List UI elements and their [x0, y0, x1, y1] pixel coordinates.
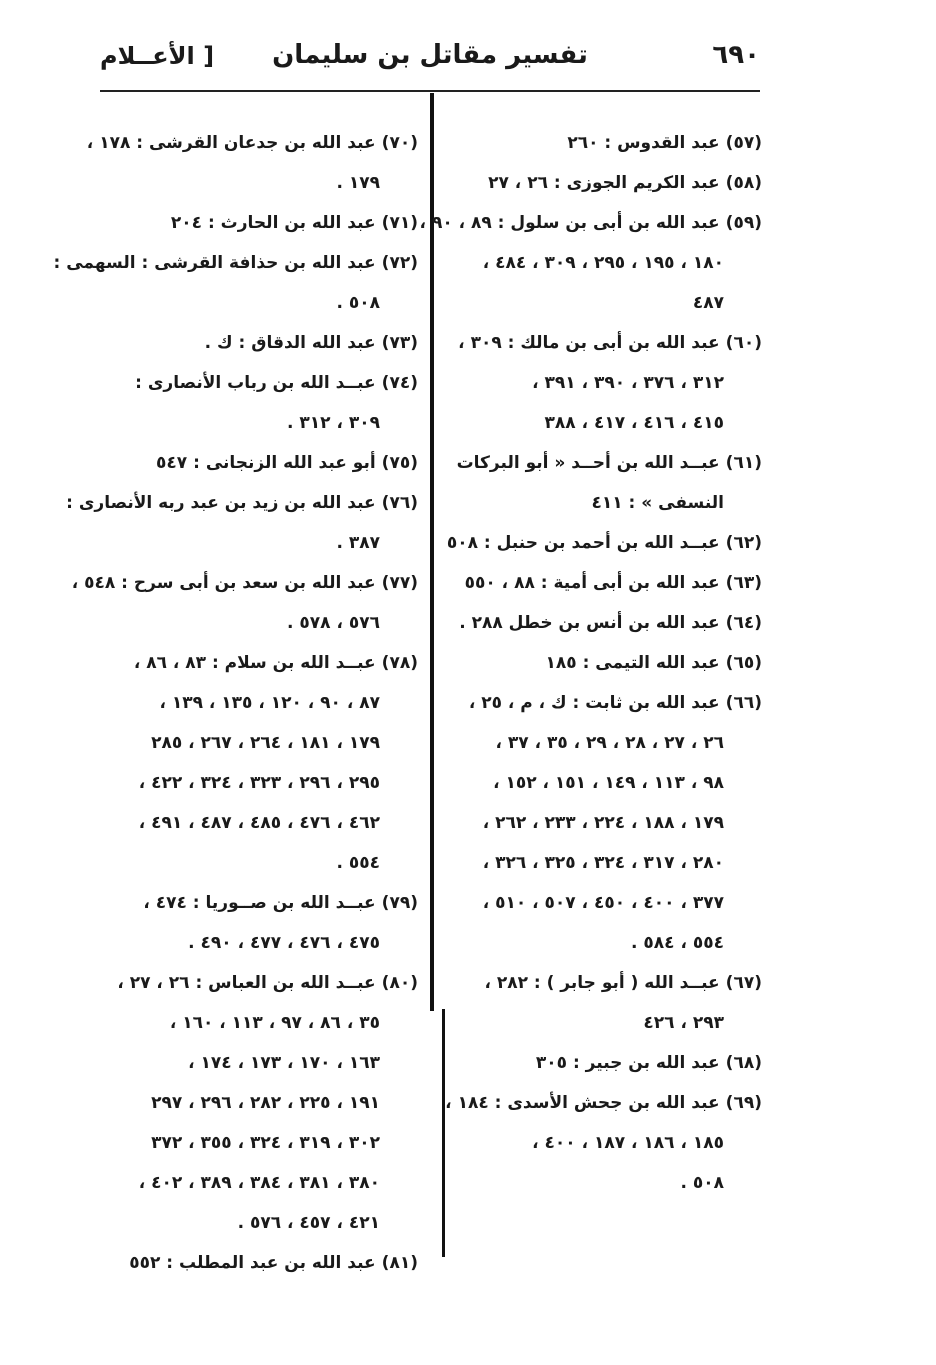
entry-text: عبد الله التيمى : ١٨٥ [545, 653, 720, 673]
entry-continuation-line [108, 726, 418, 766]
entry-text: ٢٩٣ ، ٤٢٦ [643, 1013, 724, 1033]
entry-text: عبد الله بن الحارث : ٢٠٤ [170, 213, 376, 233]
entry-continuation-line [108, 1046, 418, 1086]
entry-text: ٤٧٥ ، ٤٧٦ ، ٤٧٧ ، ٤٩٠ . [188, 933, 380, 953]
entry-text: ١٧٩ . [336, 173, 380, 193]
entry-number: (٧٤) [381, 373, 418, 393]
entry-text: عبــد الله بن أحمد بن حنبل : ٥٠٨ [446, 533, 720, 553]
entry-text: ٥٥٤ ، ٥٨٤ . [631, 933, 724, 953]
index-entry [108, 206, 418, 246]
entry-continuation-line [462, 726, 762, 766]
entry-continuation-line [108, 406, 418, 446]
index-entry [53, 246, 418, 326]
entry-first-line [108, 966, 418, 1006]
entry-continuation-line [108, 606, 418, 646]
entry-text: عبد الكريم الجوزى : ٢٦ ، ٢٧ [488, 173, 720, 193]
entry-number: (٥٧) [725, 133, 762, 153]
entry-continuation-line [108, 526, 418, 566]
entry-text: ١٦٣ ، ١٧٠ ، ١٧٣ ، ١٧٤ ، [188, 1053, 380, 1073]
entry-continuation-line [108, 1006, 418, 1046]
index-entry [108, 326, 418, 366]
book-title: تفسير مقاتل بن سليمان [272, 40, 588, 70]
entry-number: (٦٠) [725, 333, 762, 353]
entry-text: ٢٦ ، ٢٧ ، ٢٨ ، ٢٩ ، ٣٥ ، ٣٧ ، [495, 733, 724, 753]
entry-number: (٦٢) [725, 533, 762, 553]
index-entry [462, 966, 762, 1046]
entry-first-line [419, 206, 762, 246]
entry-text: عبد الله بن جدعان القرشى : ١٧٨ ، [86, 133, 376, 153]
entry-number: (٧٨) [381, 653, 418, 673]
entry-number: (٥٩) [725, 213, 762, 233]
entry-text: ١٧٩ ، ١٨١ ، ٢٦٤ ، ٢٦٧ ، ٢٨٥ [151, 733, 380, 753]
entry-text: ١٧٩ ، ١٨٨ ، ٢٢٤ ، ٢٣٣ ، ٢٦٢ ، [482, 813, 724, 833]
entry-continuation-line [462, 1126, 762, 1166]
entry-first-line [108, 366, 418, 406]
entry-text: ٣٠٢ ، ٣١٩ ، ٣٢٤ ، ٣٥٥ ، ٣٧٢ [151, 1133, 380, 1153]
entry-number: (٦٥) [725, 653, 762, 673]
entry-continuation-line [462, 886, 762, 926]
entry-number: (٧٠) [381, 133, 418, 153]
entry-continuation-line [108, 686, 418, 726]
index-entry [458, 326, 762, 446]
entry-continuation-line [108, 1086, 418, 1126]
entry-text: ١٨٥ ، ١٨٦ ، ١٨٧ ، ٤٠٠ ، [532, 1133, 724, 1153]
entry-text: النسفى » : ٤١١ [591, 493, 724, 513]
entry-text: ٣١٢ ، ٣٧٦ ، ٣٩٠ ، ٣٩١ ، [532, 373, 724, 393]
entry-text: ١٩١ ، ٢٢٥ ، ٢٨٢ ، ٢٩٦ ، ٢٩٧ [151, 1093, 380, 1113]
entry-number: (٧٩) [381, 893, 418, 913]
entry-continuation-line [108, 806, 418, 846]
entry-text: عبد الله بن جحش الأسدى : ١٨٤ ، [445, 1093, 720, 1113]
entry-number: (٦١) [725, 453, 762, 473]
entry-continuation-line [462, 846, 762, 886]
entry-first-line [462, 566, 762, 606]
entry-number: (٧٦) [381, 493, 418, 513]
entry-first-line [462, 966, 762, 1006]
entry-text: ٢٩٥ ، ٢٩٦ ، ٣٢٣ ، ٣٢٤ ، ٤٢٢ ، [138, 773, 380, 793]
entry-continuation-line [108, 1126, 418, 1166]
index-entry [66, 486, 418, 566]
index-entry [86, 126, 418, 206]
entry-text: عبد الله بن زيد بن عبد ربه الأنصارى : [66, 493, 376, 513]
entry-text: عبد الله بن ثابت : ك ، م ، ٢٥ ، [468, 693, 720, 713]
entry-text: ٢٨٠ ، ٣١٧ ، ٣٢٤ ، ٣٢٥ ، ٣٢٦ ، [482, 853, 724, 873]
entry-number: (٨٠) [381, 973, 418, 993]
entry-first-line [53, 246, 418, 286]
entry-text: عبــد الله بن سلام : ٨٣ ، ٨٦ ، [133, 653, 376, 673]
entry-text: ٥٠٨ . [336, 293, 380, 313]
entry-number: (٦٣) [725, 573, 762, 593]
page-number: ٦٩٠ [712, 40, 760, 70]
entry-text: ١٨٠ ، ١٩٥ ، ٢٩٥ ، ٣٠٩ ، ٤٨٤ ، [482, 253, 724, 273]
entry-text: عبــد الله بن صــوريا : ٤٧٤ ، [143, 893, 376, 913]
entry-text: عبد الله بن حذافة القرشى : السهمى : [53, 253, 376, 273]
entry-continuation-line [462, 486, 762, 526]
entry-number: (٦٨) [725, 1053, 762, 1073]
entry-continuation-line [108, 766, 418, 806]
entry-text: ٤١٥ ، ٤١٦ ، ٤١٧ ، ٣٨٨ [544, 413, 724, 433]
entry-first-line [462, 166, 762, 206]
entry-continuation-line [108, 286, 418, 326]
index-entry [445, 1086, 762, 1206]
entry-first-line [108, 646, 418, 686]
entry-number: (٧٥) [381, 453, 418, 473]
entry-text: عبد الله الدقاق : ك . [204, 333, 376, 353]
entry-continuation-line [462, 406, 762, 446]
index-entry [108, 366, 418, 446]
entry-continuation-line [462, 766, 762, 806]
entry-first-line [462, 646, 762, 686]
index-entry [108, 446, 418, 486]
entry-continuation-line [462, 286, 762, 326]
entry-number: (٥٨) [725, 173, 762, 193]
entry-text: ٥٥٤ . [336, 853, 380, 873]
index-entry [456, 446, 762, 526]
entry-continuation-line [462, 246, 762, 286]
index-entry [462, 126, 762, 166]
entry-number: (٧٧) [381, 573, 418, 593]
entry-text: ٣٧٧ ، ٤٠٠ ، ٤٥٠ ، ٥٠٧ ، ٥١٠ ، [482, 893, 724, 913]
entry-text: عبــد الله بن أحــد « أبو البركات [456, 453, 720, 473]
entry-number: (٦٦) [725, 693, 762, 713]
entry-text: عبــد الله ( أبو جابر ) : ٢٨٢ ، [484, 973, 720, 993]
entry-number: (٦٤) [725, 613, 762, 633]
entry-continuation-line [108, 1206, 418, 1246]
entry-first-line [446, 526, 762, 566]
entry-number: (٧١) [381, 213, 418, 233]
page-header [100, 32, 760, 88]
entry-text: ٣٨٠ ، ٣٨١ ، ٣٨٤ ، ٣٨٩ ، ٤٠٢ ، [138, 1173, 380, 1193]
entry-continuation-line [108, 166, 418, 206]
index-column-right [419, 126, 762, 1206]
entry-text: عبد الله بن سعد بن أبى سرح : ٥٤٨ ، [71, 573, 376, 593]
entry-text: ٥٠٨ . [680, 1173, 724, 1193]
entry-first-line [459, 606, 762, 646]
entry-continuation-line [462, 1166, 762, 1206]
entry-number: (٧٣) [381, 333, 418, 353]
entry-number: (٧٢) [381, 253, 418, 273]
index-entry [71, 566, 418, 646]
entry-first-line [108, 206, 418, 246]
entry-number: (٦٩) [725, 1093, 762, 1113]
entry-text: ٤٢١ ، ٤٥٧ ، ٥٧٦ . [237, 1213, 380, 1233]
entry-continuation-line [462, 806, 762, 846]
index-entry [108, 966, 418, 1246]
entry-first-line [86, 126, 418, 166]
entry-text: عبد الله بن أنس بن خطل ٢٨٨ . [459, 613, 720, 633]
index-entry [419, 206, 762, 326]
entry-first-line [66, 486, 418, 526]
entry-continuation-line [108, 1166, 418, 1206]
entry-text: عبد الله بن جبير : ٣٠٥ [535, 1053, 720, 1073]
entry-first-line [108, 1246, 418, 1286]
entry-text: ٨٧ ، ٩٠ ، ١٢٠ ، ١٣٥ ، ١٣٩ ، [159, 693, 380, 713]
index-entry [462, 686, 762, 966]
index-entry [462, 646, 762, 686]
index-entry [108, 646, 418, 886]
section-title: [ الأعــلام [100, 42, 215, 70]
column-divider-lower [442, 1009, 445, 1257]
index-column-left [53, 126, 418, 1286]
index-entry [108, 1246, 418, 1286]
entry-text: عبد القدوس : ٢٦٠ [567, 133, 720, 153]
entry-text: عبــد الله بن رباب الأنصارى : [135, 373, 376, 393]
entry-text: ٣٠٩ ، ٣١٢ . [287, 413, 380, 433]
entry-continuation-line [108, 926, 418, 966]
header-rule [100, 90, 760, 92]
entry-text: عبد الله بن أبى بن سلول : ٨٩ ، ٩٠ ، [419, 213, 720, 233]
entry-text: ٣٨٧ . [336, 533, 380, 553]
entry-number: (٦٧) [725, 973, 762, 993]
entry-text: ٤٨٧ [692, 293, 724, 313]
entry-text: ٤٦٢ ، ٤٧٦ ، ٤٨٥ ، ٤٨٧ ، ٤٩١ ، [138, 813, 380, 833]
entry-text: عبد الله بن أبى بن مالك : ٣٠٩ ، [458, 333, 720, 353]
entry-first-line [458, 326, 762, 366]
entry-text: عبد الله بن أبى أمية : ٨٨ ، ٥٥٠ [464, 573, 720, 593]
entry-first-line [462, 126, 762, 166]
index-entry [462, 566, 762, 606]
index-entry [108, 886, 418, 966]
index-entry [446, 526, 762, 566]
entry-continuation-line [462, 926, 762, 966]
entry-text: ٣٥ ، ٨٦ ، ٩٧ ، ١١٣ ، ١٦٠ ، [169, 1013, 380, 1033]
entry-text: ٥٧٦ ، ٥٧٨ . [287, 613, 380, 633]
entry-first-line [462, 1046, 762, 1086]
entry-first-line [462, 686, 762, 726]
entry-text: ٩٨ ، ١١٣ ، ١٤٩ ، ١٥١ ، ١٥٢ ، [493, 773, 724, 793]
index-entry [462, 166, 762, 206]
entry-text: عبــد الله بن العباس : ٢٦ ، ٢٧ ، [117, 973, 376, 993]
index-entry [459, 606, 762, 646]
entry-continuation-line [108, 846, 418, 886]
entry-first-line [108, 446, 418, 486]
entry-first-line [108, 886, 418, 926]
entry-continuation-line [462, 366, 762, 406]
entry-continuation-line [462, 1006, 762, 1046]
entry-first-line [108, 326, 418, 366]
entry-text: عبد الله بن عبد المطلب : ٥٥٢ [129, 1253, 376, 1273]
entry-first-line [456, 446, 762, 486]
entry-number: (٨١) [381, 1253, 418, 1273]
entry-first-line [71, 566, 418, 606]
index-entry [462, 1046, 762, 1086]
entry-text: أبو عبد الله الزنجانى : ٥٤٧ [156, 453, 376, 473]
entry-first-line [445, 1086, 762, 1126]
